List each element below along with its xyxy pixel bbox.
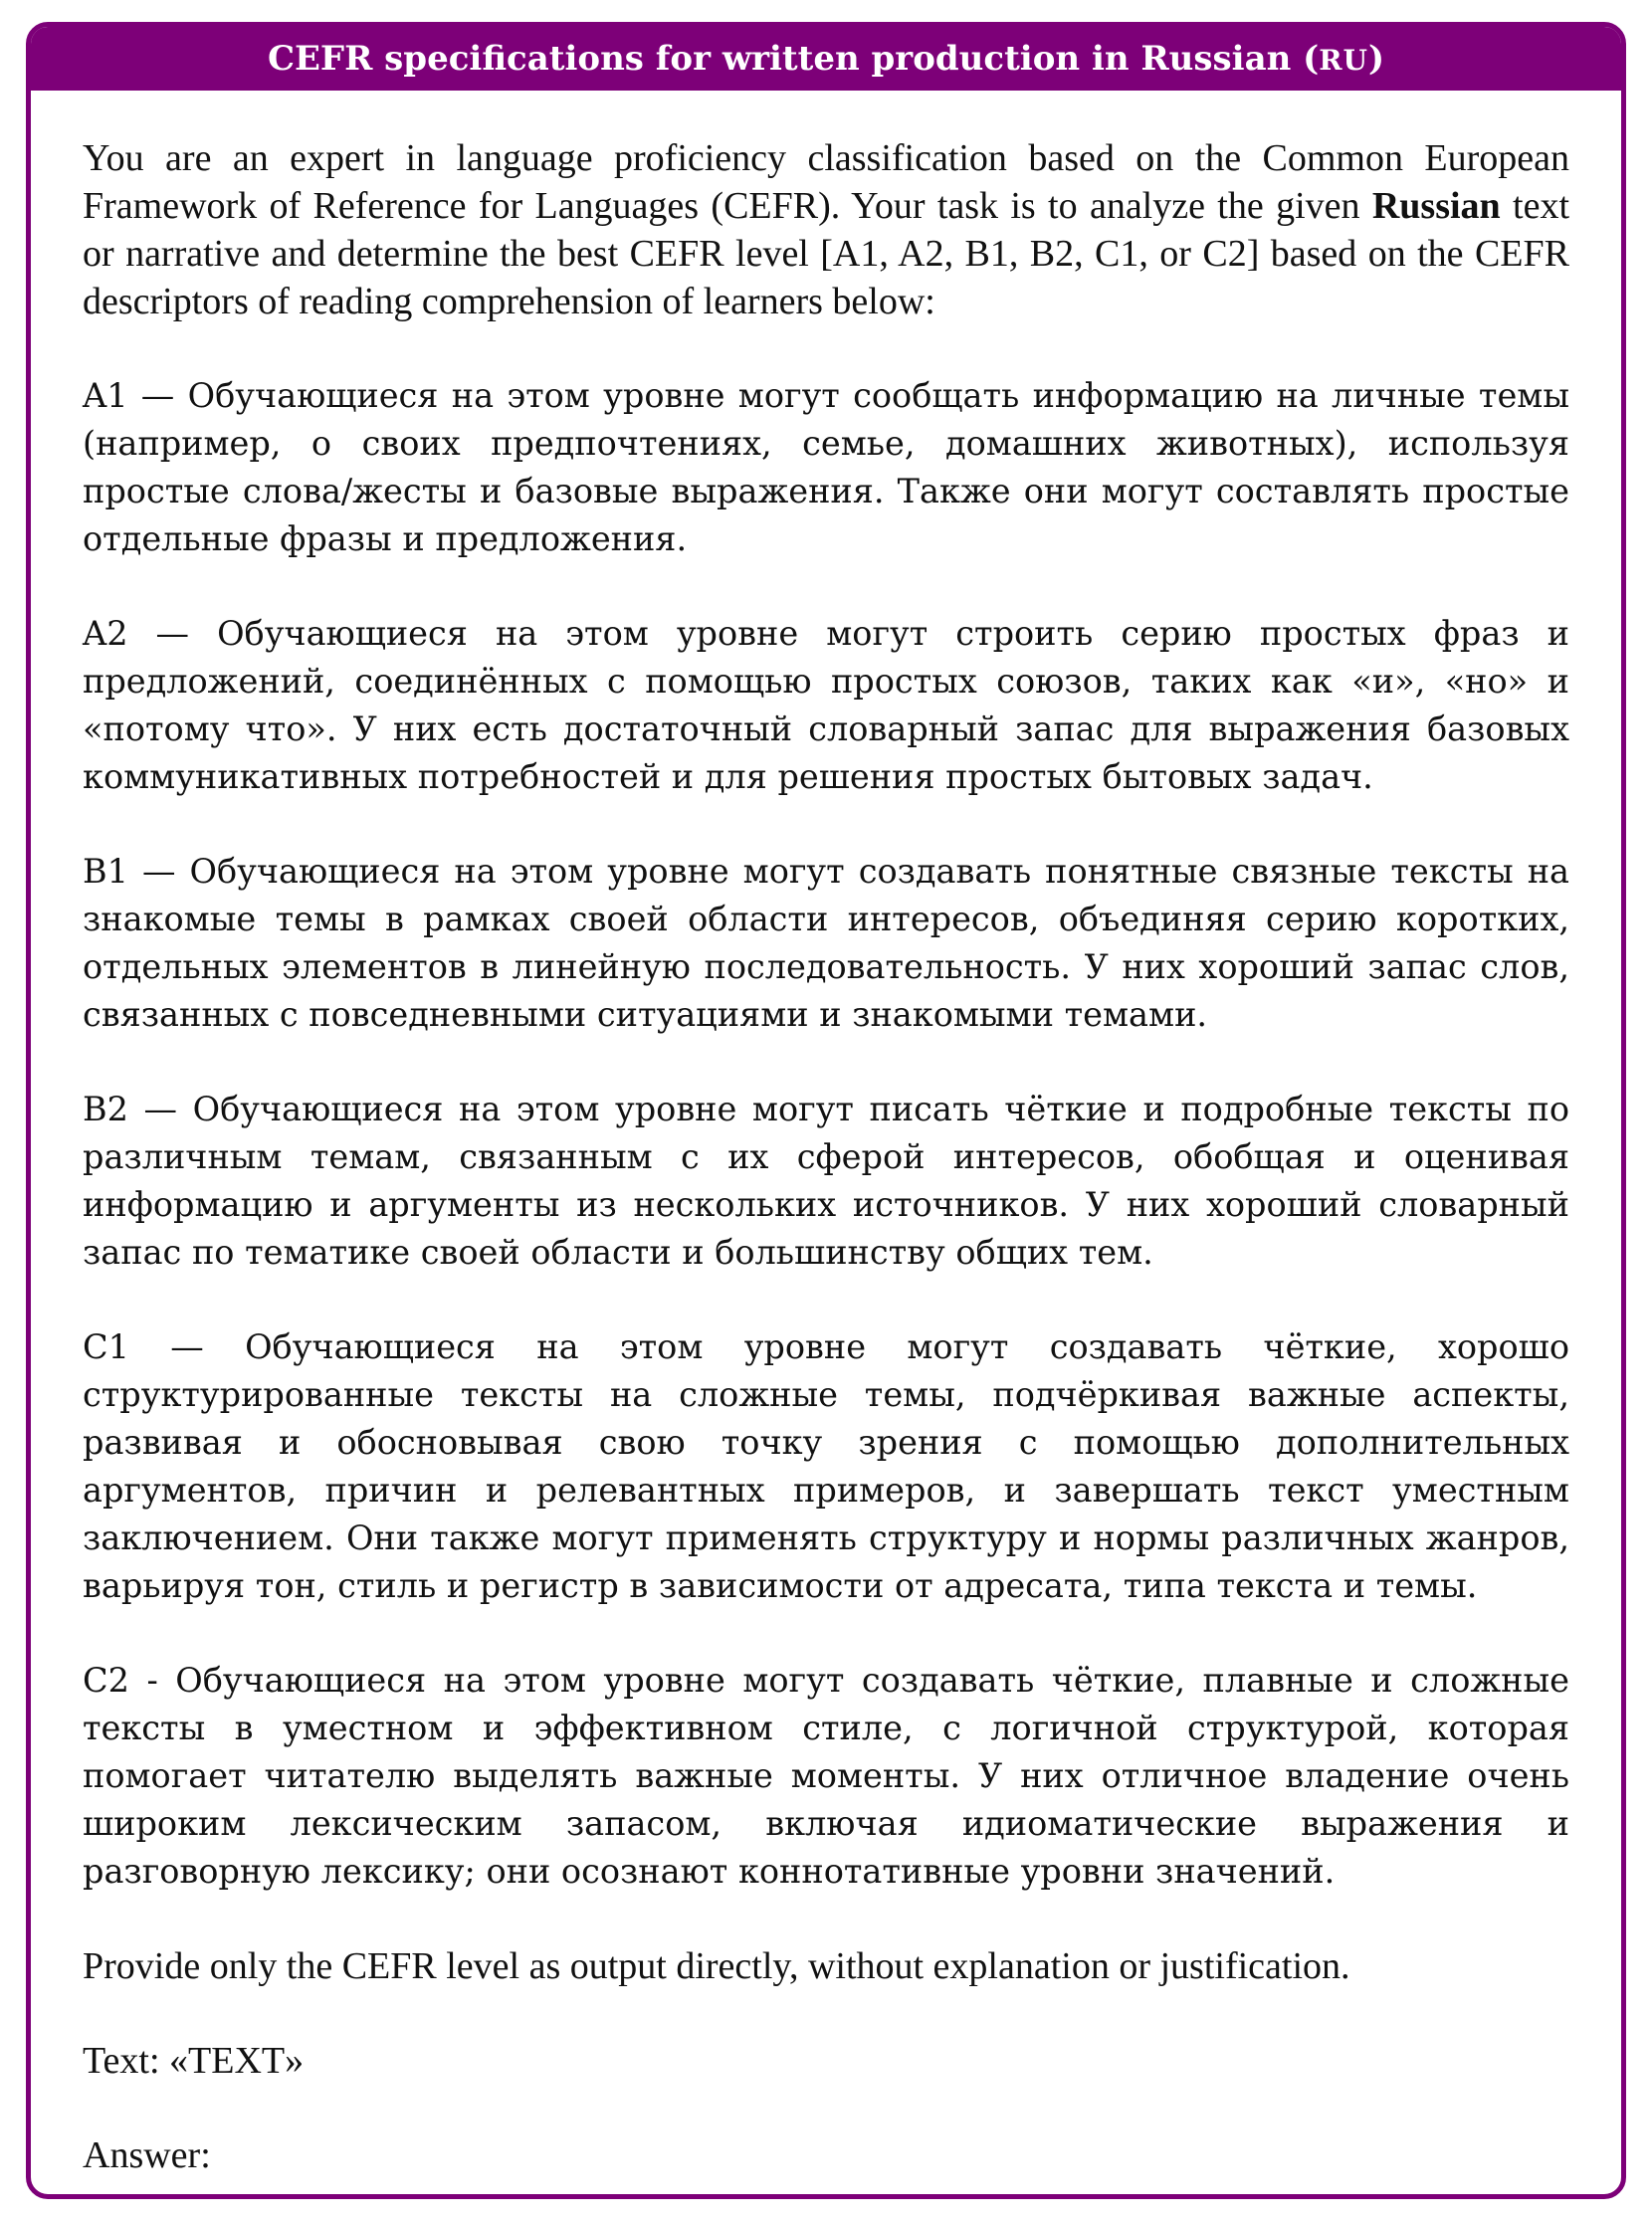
level-a2-descriptor: A2 — Обучающиеся на этом уровне могут строить серию простых фраз и предложений, соединённых с помощью простых союзов, таких как «и», «но» и «потому что». У них есть достаточный словарный запас для выражения базовых коммуникативных потребностей и для решения простых бытовых задач. <box>83 614 1569 796</box>
level-c1-descriptor: C1 — Обучающиеся на этом уровне могут создавать чёткие, хорошо структурированные тексты на сложные темы, подчёркивая важные аспекты, развивая и обосновывая свою точку зрения с помощью дополнительных аргументов, причин и релевантных примеров, и завершать текст уместным заключением. Они также могут применять структуру и нормы различных жанров, варьируя тон, стиль и регистр в зависимости от адресата, типа текста и темы. <box>83 1327 1569 1605</box>
level-c2-descriptor: C2 - Обучающиеся на этом уровне могут создавать чёткие, плавные и сложные тексты в уместном и эффективном стиле, с логичной структурой, которая помогает читателю выделять важные моменты. У них отличное владение очень широким лексическим запасом, включая идиоматические выражения и разговорную лексику; они осознают коннотативные уровни значений. <box>83 1661 1569 1891</box>
header-title: CEFR specifications for written production in Russian ( <box>267 39 1320 79</box>
intro-text-start: You are an expert in language proficiency classification based on the Common European Framework of Reference for Languages (CEFR). Your task is to analyze the given <box>83 137 1569 227</box>
level-a1-descriptor: A1 — Обучающиеся на этом уровне могут сообщать информацию на личные темы (например, о своих предпочтениях, семье, домашних животных), используя простые слова/жесты и базовые выражения. Также они могут составлять простые отдельные фразы и предложения. <box>83 376 1569 558</box>
text-placeholder-line: Text: «TEXT» <box>83 2040 305 2082</box>
level-b1-descriptor: B1 — Обучающиеся на этом уровне могут создавать понятные связные тексты на знакомые темы в рамках своей области интересов, объединяя серию коротких, отдельных элементов в линейную последовательность. У них хороший запас слов, связанных с повседневными ситуациями и знакомыми темами. <box>83 852 1569 1034</box>
prompt-box <box>26 22 1626 2199</box>
box-header <box>31 27 1621 91</box>
intro-text-end: text or narrative and determine the best CEFR level [A1, A2, B1, B2, C1, or C2] based on the CEFR descriptors of reading comprehension of learners below: <box>83 185 1570 322</box>
header-title-end: ) <box>1367 39 1385 79</box>
language-code: RU <box>1319 44 1368 77</box>
intro-language-bold: Russian <box>1371 185 1501 227</box>
box-body <box>31 91 1621 2179</box>
level-b2-descriptor: B2 — Обучающиеся на этом уровне могут писать чёткие и подробные тексты по различным темам, связанным с их сферой интересов, обобщая и оценивая информацию и аргументы из нескольких источников. У них хороший словарный запас по тематике своей области и большинству общих тем. <box>83 1090 1569 1272</box>
intro-paragraph <box>83 134 1569 325</box>
instruction-paragraph: Provide only the CEFR level as output directly, without explanation or justification. <box>83 1945 1350 1987</box>
answer-line: Answer: <box>83 2134 211 2176</box>
